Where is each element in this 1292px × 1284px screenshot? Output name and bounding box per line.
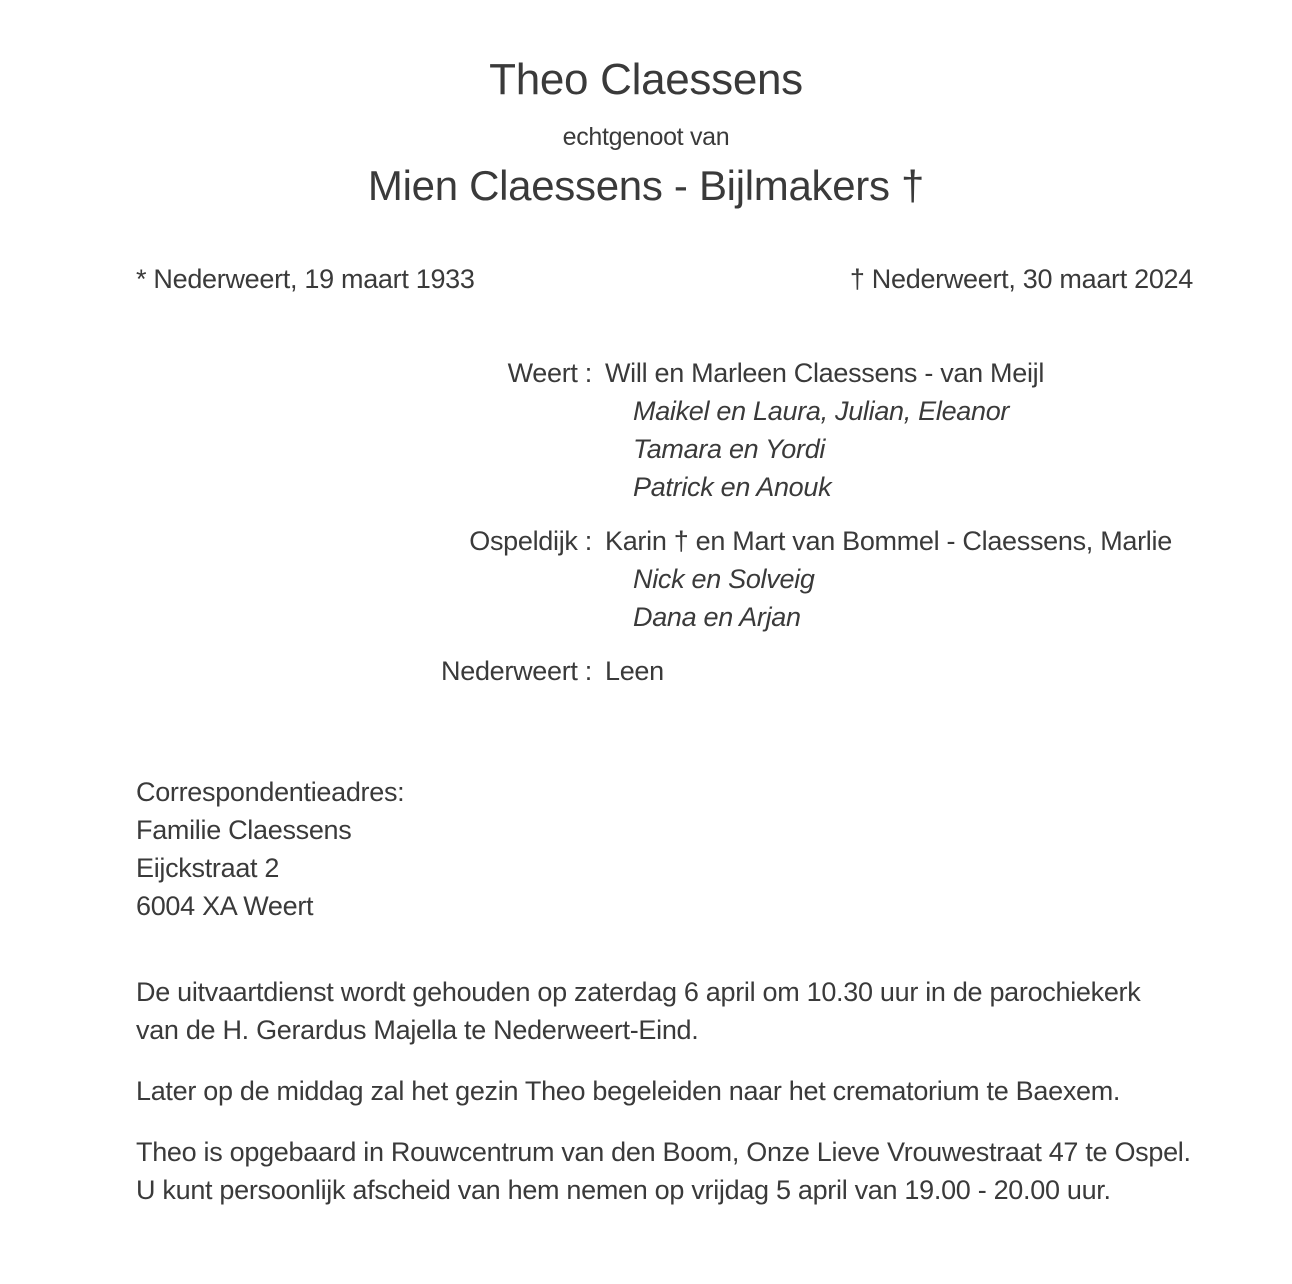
correspondence-line: 6004 XA Weert — [136, 891, 314, 921]
spouse-name: Mien Claessens - Bijlmakers † — [367, 162, 925, 209]
crematorium-paragraph — [136, 1072, 1193, 1110]
correspondence-line: Eijckstraat 2 — [136, 853, 280, 883]
family-place: Weert : — [507, 358, 592, 388]
paragraph-line: Theo is opgebaard in Rouwcentrum van den Boom, Onze Lieve Vrouwestraat 47 te Ospel. — [136, 1137, 1191, 1167]
funeral-service-paragraph — [136, 973, 1193, 1049]
family-sub-line: Nick en Solveig — [633, 564, 815, 594]
paragraph-line: Later op de middag zal het gezin Theo begeleiden naar het crematorium te Baexem. — [136, 1076, 1121, 1106]
family-sub-line: Patrick en Anouk — [633, 472, 832, 502]
life-dates — [136, 260, 1193, 298]
paragraph-line: van de H. Gerardus Majella te Nederweert-Eind. — [136, 1015, 699, 1045]
family-place: Nederweert : — [441, 656, 592, 686]
family-group-ospeldijk — [0, 522, 1292, 636]
family-line — [0, 652, 1292, 690]
visitation-paragraph — [136, 1133, 1193, 1209]
card-header — [0, 52, 1292, 212]
service-information — [136, 973, 1193, 1209]
deceased-name: Theo Claessens — [489, 55, 803, 104]
paragraph-line: De uitvaartdienst wordt gehouden op zaterdag 6 april om 10.30 uur in de parochiekerk — [136, 977, 1141, 1007]
death-date: † Nederweert, 30 maart 2024 — [849, 264, 1193, 294]
family-line — [0, 522, 1292, 560]
correspondence-heading: Correspondentieadres: — [136, 777, 405, 807]
family-place: Ospeldijk : — [469, 526, 592, 556]
family-group-weert — [0, 354, 1292, 506]
family-names: Leen — [605, 656, 664, 686]
family-names: Karin † en Mart van Bommel - Claessens, Marlie — [605, 526, 1172, 556]
correspondence-line: Familie Claessens — [136, 815, 352, 845]
relation-line: echtgenoot van — [562, 123, 730, 151]
family-sub-line: Dana en Arjan — [633, 602, 801, 632]
family-group-nederweert — [0, 652, 1292, 690]
birth-date: * Nederweert, 19 maart 1933 — [136, 264, 475, 294]
family-line — [0, 354, 1292, 392]
paragraph-line: U kunt persoonlijk afscheid van hem nemen op vrijdag 5 april van 19.00 - 20.00 uur. — [136, 1175, 1111, 1205]
family-sub-line: Tamara en Yordi — [633, 434, 826, 464]
family-sub-line: Maikel en Laura, Julian, Eleanor — [633, 396, 1010, 426]
correspondence-address — [136, 773, 1292, 925]
family-names: Will en Marleen Claessens - van Meijl — [605, 358, 1045, 388]
family-list — [0, 354, 1292, 690]
